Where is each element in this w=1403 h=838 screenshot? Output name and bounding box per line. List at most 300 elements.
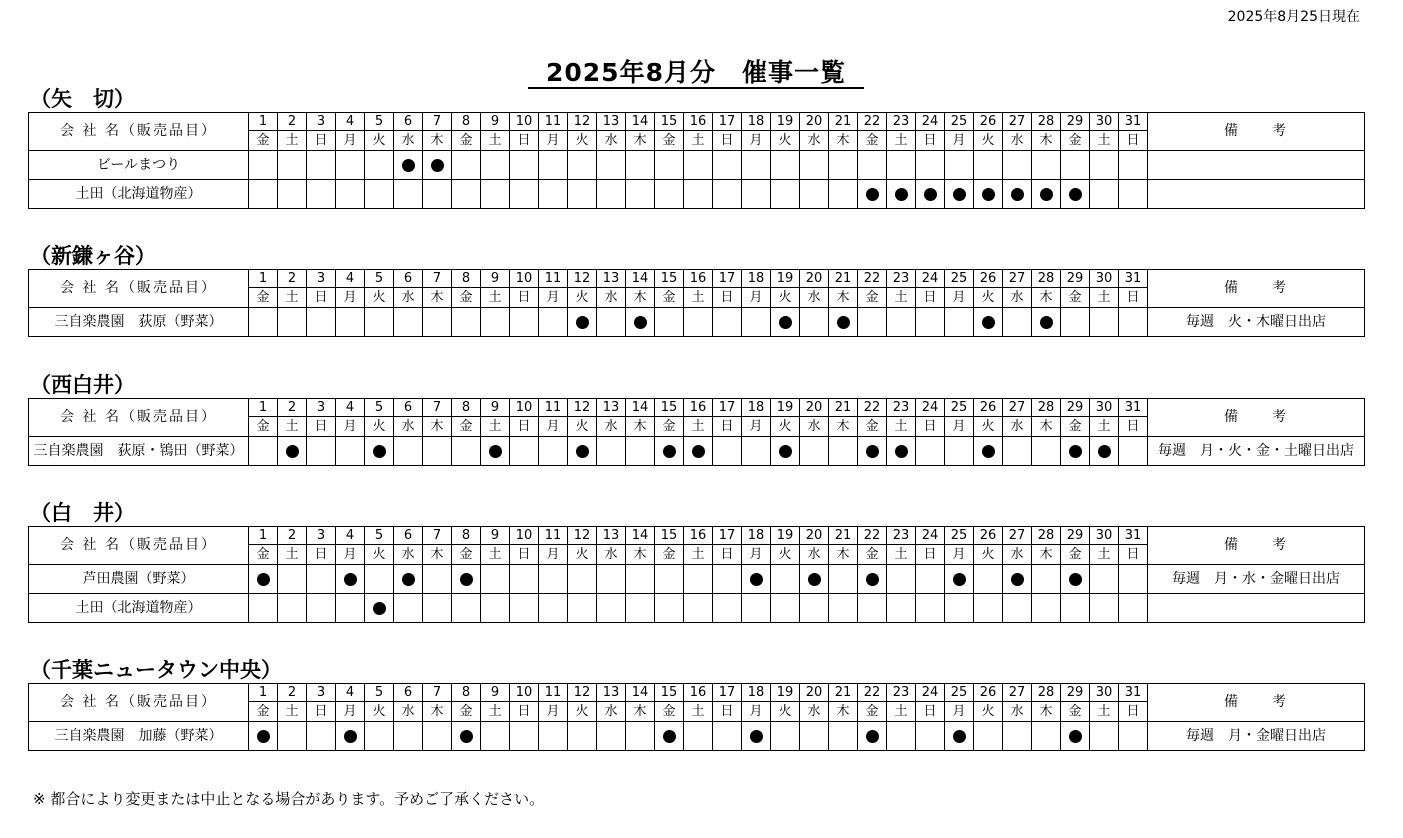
day-cell [539, 180, 568, 209]
day-number: 8 [452, 113, 481, 131]
weekday-label: 水 [800, 131, 829, 151]
day-cell [655, 437, 684, 466]
weekday-label: 木 [626, 131, 655, 151]
weekday-label: 金 [655, 545, 684, 565]
day-cell [336, 308, 365, 337]
weekday-label: 日 [713, 131, 742, 151]
day-number: 8 [452, 399, 481, 417]
weekday-label: 月 [945, 417, 974, 437]
weekday-label: 火 [974, 288, 1003, 308]
weekday-label: 月 [539, 131, 568, 151]
weekday-label: 土 [481, 131, 510, 151]
day-number: 31 [1119, 113, 1148, 131]
day-cell [858, 151, 887, 180]
day-number: 7 [423, 527, 452, 545]
day-cell [1119, 437, 1148, 466]
day-number: 19 [771, 270, 800, 288]
day-number: 1 [249, 399, 278, 417]
day-cell [278, 308, 307, 337]
day-cell [307, 594, 336, 623]
day-cell [887, 594, 916, 623]
day-number: 20 [800, 527, 829, 545]
day-cell [1119, 565, 1148, 594]
day-cell [1061, 565, 1090, 594]
day-number: 14 [626, 113, 655, 131]
day-cell [742, 151, 771, 180]
day-cell [1061, 437, 1090, 466]
weekday-label: 金 [1061, 417, 1090, 437]
header-row-days [29, 399, 1365, 417]
table-row [29, 151, 1365, 180]
day-cell [423, 308, 452, 337]
event-dot-icon [1040, 316, 1053, 329]
schedule-table [28, 526, 1365, 623]
day-number: 11 [539, 527, 568, 545]
weekday-label: 土 [684, 417, 713, 437]
day-number: 26 [974, 684, 1003, 702]
weekday-label: 火 [974, 702, 1003, 722]
weekday-label: 日 [713, 288, 742, 308]
day-cell [336, 180, 365, 209]
day-number: 31 [1119, 270, 1148, 288]
weekday-label: 月 [539, 417, 568, 437]
day-number: 17 [713, 399, 742, 417]
day-cell [713, 722, 742, 751]
day-cell [1003, 565, 1032, 594]
note-text [1148, 151, 1365, 180]
day-number: 6 [394, 270, 423, 288]
day-number: 31 [1119, 527, 1148, 545]
day-cell [481, 565, 510, 594]
weekday-label: 金 [1061, 131, 1090, 151]
weekday-label: 月 [945, 702, 974, 722]
day-number: 25 [945, 527, 974, 545]
weekday-label: 水 [597, 417, 626, 437]
schedule-table [28, 683, 1365, 751]
day-number: 15 [655, 113, 684, 131]
weekday-label: 水 [1003, 131, 1032, 151]
day-cell [336, 594, 365, 623]
weekday-label: 金 [1061, 702, 1090, 722]
day-cell [713, 594, 742, 623]
day-cell [916, 151, 945, 180]
weekday-label: 土 [481, 545, 510, 565]
day-cell [1061, 594, 1090, 623]
weekday-label: 木 [829, 702, 858, 722]
day-cell [568, 594, 597, 623]
day-number: 20 [800, 270, 829, 288]
day-cell [655, 565, 684, 594]
company-name: 土田（北海道物産） [29, 594, 249, 623]
day-number: 27 [1003, 527, 1032, 545]
notes-header: 備 考 [1148, 527, 1365, 565]
company-name: 土田（北海道物産） [29, 180, 249, 209]
day-cell [568, 180, 597, 209]
day-cell [423, 565, 452, 594]
day-number: 26 [974, 270, 1003, 288]
day-cell [626, 565, 655, 594]
day-number: 16 [684, 399, 713, 417]
day-cell [829, 151, 858, 180]
day-cell [974, 437, 1003, 466]
event-dot-icon [1069, 445, 1082, 458]
day-cell [1003, 594, 1032, 623]
event-dot-icon [663, 445, 676, 458]
day-cell [365, 437, 394, 466]
day-number: 17 [713, 113, 742, 131]
company-header: 会 社 名（販売品目） [29, 527, 249, 565]
day-number: 18 [742, 684, 771, 702]
day-number: 21 [829, 527, 858, 545]
day-number: 20 [800, 399, 829, 417]
day-cell [1119, 180, 1148, 209]
weekday-label: 土 [887, 545, 916, 565]
page-title [0, 53, 1392, 89]
day-cell [394, 594, 423, 623]
day-cell [829, 437, 858, 466]
day-cell [394, 437, 423, 466]
event-dot-icon [953, 188, 966, 201]
event-dot-icon [460, 573, 473, 586]
weekday-label: 木 [829, 417, 858, 437]
event-dot-icon [808, 573, 821, 586]
table-row [29, 437, 1365, 466]
weekday-label: 土 [278, 131, 307, 151]
day-number: 30 [1090, 527, 1119, 545]
day-cell [1061, 308, 1090, 337]
day-cell [452, 308, 481, 337]
day-cell [742, 180, 771, 209]
day-number: 14 [626, 270, 655, 288]
weekday-label: 火 [568, 131, 597, 151]
day-number: 17 [713, 270, 742, 288]
day-cell [278, 565, 307, 594]
weekday-label: 火 [974, 417, 1003, 437]
weekday-label: 土 [684, 702, 713, 722]
weekday-label: 火 [974, 545, 1003, 565]
day-number: 8 [452, 684, 481, 702]
weekday-label: 水 [800, 702, 829, 722]
weekday-label: 土 [887, 417, 916, 437]
day-cell [713, 180, 742, 209]
weekday-label: 木 [423, 417, 452, 437]
weekday-label: 日 [1119, 131, 1148, 151]
weekday-label: 金 [655, 417, 684, 437]
day-number: 24 [916, 399, 945, 417]
day-cell [800, 151, 829, 180]
day-number: 28 [1032, 684, 1061, 702]
weekday-label: 月 [742, 417, 771, 437]
weekday-label: 日 [307, 288, 336, 308]
day-cell [655, 722, 684, 751]
day-number: 23 [887, 270, 916, 288]
notes-header: 備 考 [1148, 113, 1365, 151]
weekday-label: 木 [626, 702, 655, 722]
day-number: 8 [452, 270, 481, 288]
day-cell [568, 565, 597, 594]
weekday-label: 金 [858, 417, 887, 437]
day-number: 6 [394, 684, 423, 702]
day-cell [887, 565, 916, 594]
event-dot-icon [1098, 445, 1111, 458]
day-cell [655, 594, 684, 623]
weekday-label: 土 [684, 131, 713, 151]
day-number: 21 [829, 113, 858, 131]
weekday-label: 月 [742, 288, 771, 308]
day-cell [539, 437, 568, 466]
event-dot-icon [402, 573, 415, 586]
table-row [29, 722, 1365, 751]
day-cell [684, 722, 713, 751]
event-dot-icon [866, 730, 879, 743]
day-number: 15 [655, 399, 684, 417]
day-number: 1 [249, 270, 278, 288]
table-row [29, 565, 1365, 594]
day-cell [597, 437, 626, 466]
day-cell [1090, 437, 1119, 466]
day-cell [858, 180, 887, 209]
weekday-label: 火 [568, 288, 597, 308]
event-dot-icon [982, 316, 995, 329]
day-number: 29 [1061, 399, 1090, 417]
weekday-label: 火 [771, 545, 800, 565]
day-cell [307, 308, 336, 337]
weekday-label: 月 [945, 131, 974, 151]
day-number: 1 [249, 113, 278, 131]
day-cell [307, 565, 336, 594]
day-cell [510, 308, 539, 337]
weekday-label: 日 [510, 702, 539, 722]
weekday-label: 金 [858, 288, 887, 308]
event-dot-icon [373, 602, 386, 615]
day-cell [974, 594, 1003, 623]
weekday-label: 日 [1119, 417, 1148, 437]
weekday-label: 木 [829, 545, 858, 565]
weekday-label: 土 [684, 545, 713, 565]
event-dot-icon [750, 730, 763, 743]
day-cell [1032, 308, 1061, 337]
day-cell [626, 722, 655, 751]
day-cell [568, 722, 597, 751]
day-cell [829, 594, 858, 623]
day-number: 23 [887, 527, 916, 545]
day-cell [481, 437, 510, 466]
day-number: 13 [597, 527, 626, 545]
day-cell [249, 180, 278, 209]
weekday-label: 水 [394, 417, 423, 437]
weekday-label: 火 [568, 702, 597, 722]
header-row-days [29, 684, 1365, 702]
event-dot-icon [953, 730, 966, 743]
company-header: 会 社 名（販売品目） [29, 270, 249, 308]
day-cell [684, 151, 713, 180]
day-cell [423, 594, 452, 623]
day-cell [1061, 151, 1090, 180]
day-cell [626, 594, 655, 623]
day-cell [1090, 565, 1119, 594]
day-cell [307, 180, 336, 209]
day-number: 26 [974, 527, 1003, 545]
day-number: 26 [974, 113, 1003, 131]
weekday-label: 火 [365, 131, 394, 151]
day-number: 22 [858, 113, 887, 131]
day-number: 1 [249, 684, 278, 702]
day-cell [481, 722, 510, 751]
day-cell [1003, 308, 1032, 337]
weekday-label: 土 [278, 702, 307, 722]
day-number: 20 [800, 113, 829, 131]
company-header: 会 社 名（販売品目） [29, 399, 249, 437]
note-text: 毎週 月・金曜日出店 [1148, 722, 1365, 751]
day-number: 16 [684, 113, 713, 131]
company-name: 三自楽農園 加藤（野菜） [29, 722, 249, 751]
day-cell [713, 565, 742, 594]
weekday-label: 土 [1090, 545, 1119, 565]
day-cell [829, 180, 858, 209]
day-cell [684, 594, 713, 623]
header-row-days [29, 113, 1365, 131]
weekday-label: 月 [336, 417, 365, 437]
day-number: 23 [887, 684, 916, 702]
day-cell [771, 437, 800, 466]
day-number: 24 [916, 270, 945, 288]
event-dot-icon [1069, 730, 1082, 743]
day-cell [1032, 151, 1061, 180]
day-number: 25 [945, 399, 974, 417]
day-number: 10 [510, 684, 539, 702]
weekday-label: 日 [510, 131, 539, 151]
day-cell [452, 594, 481, 623]
day-number: 20 [800, 684, 829, 702]
event-dot-icon [779, 445, 792, 458]
weekday-label: 土 [1090, 702, 1119, 722]
day-cell [1032, 594, 1061, 623]
weekday-label: 金 [249, 131, 278, 151]
day-cell [510, 565, 539, 594]
day-number: 3 [307, 399, 336, 417]
day-number: 7 [423, 113, 452, 131]
weekday-label: 月 [539, 545, 568, 565]
day-cell [1090, 594, 1119, 623]
day-number: 11 [539, 113, 568, 131]
day-number: 12 [568, 270, 597, 288]
day-number: 9 [481, 399, 510, 417]
weekday-label: 火 [771, 702, 800, 722]
weekday-label: 火 [771, 288, 800, 308]
day-cell [829, 565, 858, 594]
weekday-label: 水 [1003, 288, 1032, 308]
day-cell [423, 722, 452, 751]
day-cell [597, 594, 626, 623]
event-dot-icon [431, 159, 444, 172]
weekday-label: 水 [800, 417, 829, 437]
weekday-label: 火 [568, 417, 597, 437]
weekday-label: 火 [771, 131, 800, 151]
weekday-label: 金 [655, 288, 684, 308]
event-dot-icon [953, 573, 966, 586]
day-number: 1 [249, 527, 278, 545]
day-cell [1003, 722, 1032, 751]
company-header: 会 社 名（販売品目） [29, 684, 249, 722]
day-number: 2 [278, 399, 307, 417]
day-cell [684, 565, 713, 594]
schedule-table [28, 112, 1365, 209]
day-number: 27 [1003, 113, 1032, 131]
day-cell [452, 151, 481, 180]
day-number: 27 [1003, 684, 1032, 702]
day-cell [742, 565, 771, 594]
event-dot-icon [576, 445, 589, 458]
day-number: 10 [510, 113, 539, 131]
weekday-label: 月 [742, 131, 771, 151]
day-number: 25 [945, 270, 974, 288]
weekday-label: 水 [394, 288, 423, 308]
weekday-label: 水 [597, 288, 626, 308]
weekday-label: 火 [365, 417, 394, 437]
day-number: 13 [597, 684, 626, 702]
weekday-label: 火 [974, 131, 1003, 151]
venue-title: （千葉ニュータウン中央） [30, 658, 282, 682]
weekday-label: 金 [249, 288, 278, 308]
day-cell [945, 151, 974, 180]
day-cell [916, 437, 945, 466]
day-cell [916, 308, 945, 337]
day-number: 24 [916, 684, 945, 702]
event-dot-icon [460, 730, 473, 743]
day-number: 22 [858, 270, 887, 288]
day-cell [858, 594, 887, 623]
weekday-label: 水 [394, 702, 423, 722]
weekday-label: 木 [829, 131, 858, 151]
day-cell [423, 180, 452, 209]
day-cell [597, 180, 626, 209]
weekday-label: 金 [1061, 288, 1090, 308]
weekday-label: 月 [742, 702, 771, 722]
day-cell [771, 565, 800, 594]
day-number: 30 [1090, 399, 1119, 417]
day-cell [887, 437, 916, 466]
day-cell [684, 180, 713, 209]
day-cell [365, 565, 394, 594]
day-number: 30 [1090, 684, 1119, 702]
note-text: 毎週 月・水・金曜日出店 [1148, 565, 1365, 594]
day-cell [684, 437, 713, 466]
day-cell [539, 308, 568, 337]
venue-section [28, 500, 1365, 623]
day-number: 14 [626, 399, 655, 417]
day-cell [800, 308, 829, 337]
day-cell [887, 151, 916, 180]
day-number: 25 [945, 113, 974, 131]
day-cell [1003, 180, 1032, 209]
event-dot-icon [344, 730, 357, 743]
day-number: 28 [1032, 113, 1061, 131]
weekday-label: 日 [510, 288, 539, 308]
day-cell [539, 151, 568, 180]
weekday-label: 水 [597, 131, 626, 151]
day-number: 9 [481, 270, 510, 288]
day-cell [771, 594, 800, 623]
day-number: 26 [974, 399, 1003, 417]
day-cell [365, 722, 394, 751]
weekday-label: 土 [684, 288, 713, 308]
day-cell [945, 565, 974, 594]
day-cell [829, 308, 858, 337]
day-cell [597, 151, 626, 180]
event-dot-icon [1069, 188, 1082, 201]
weekday-label: 月 [539, 288, 568, 308]
day-number: 25 [945, 684, 974, 702]
